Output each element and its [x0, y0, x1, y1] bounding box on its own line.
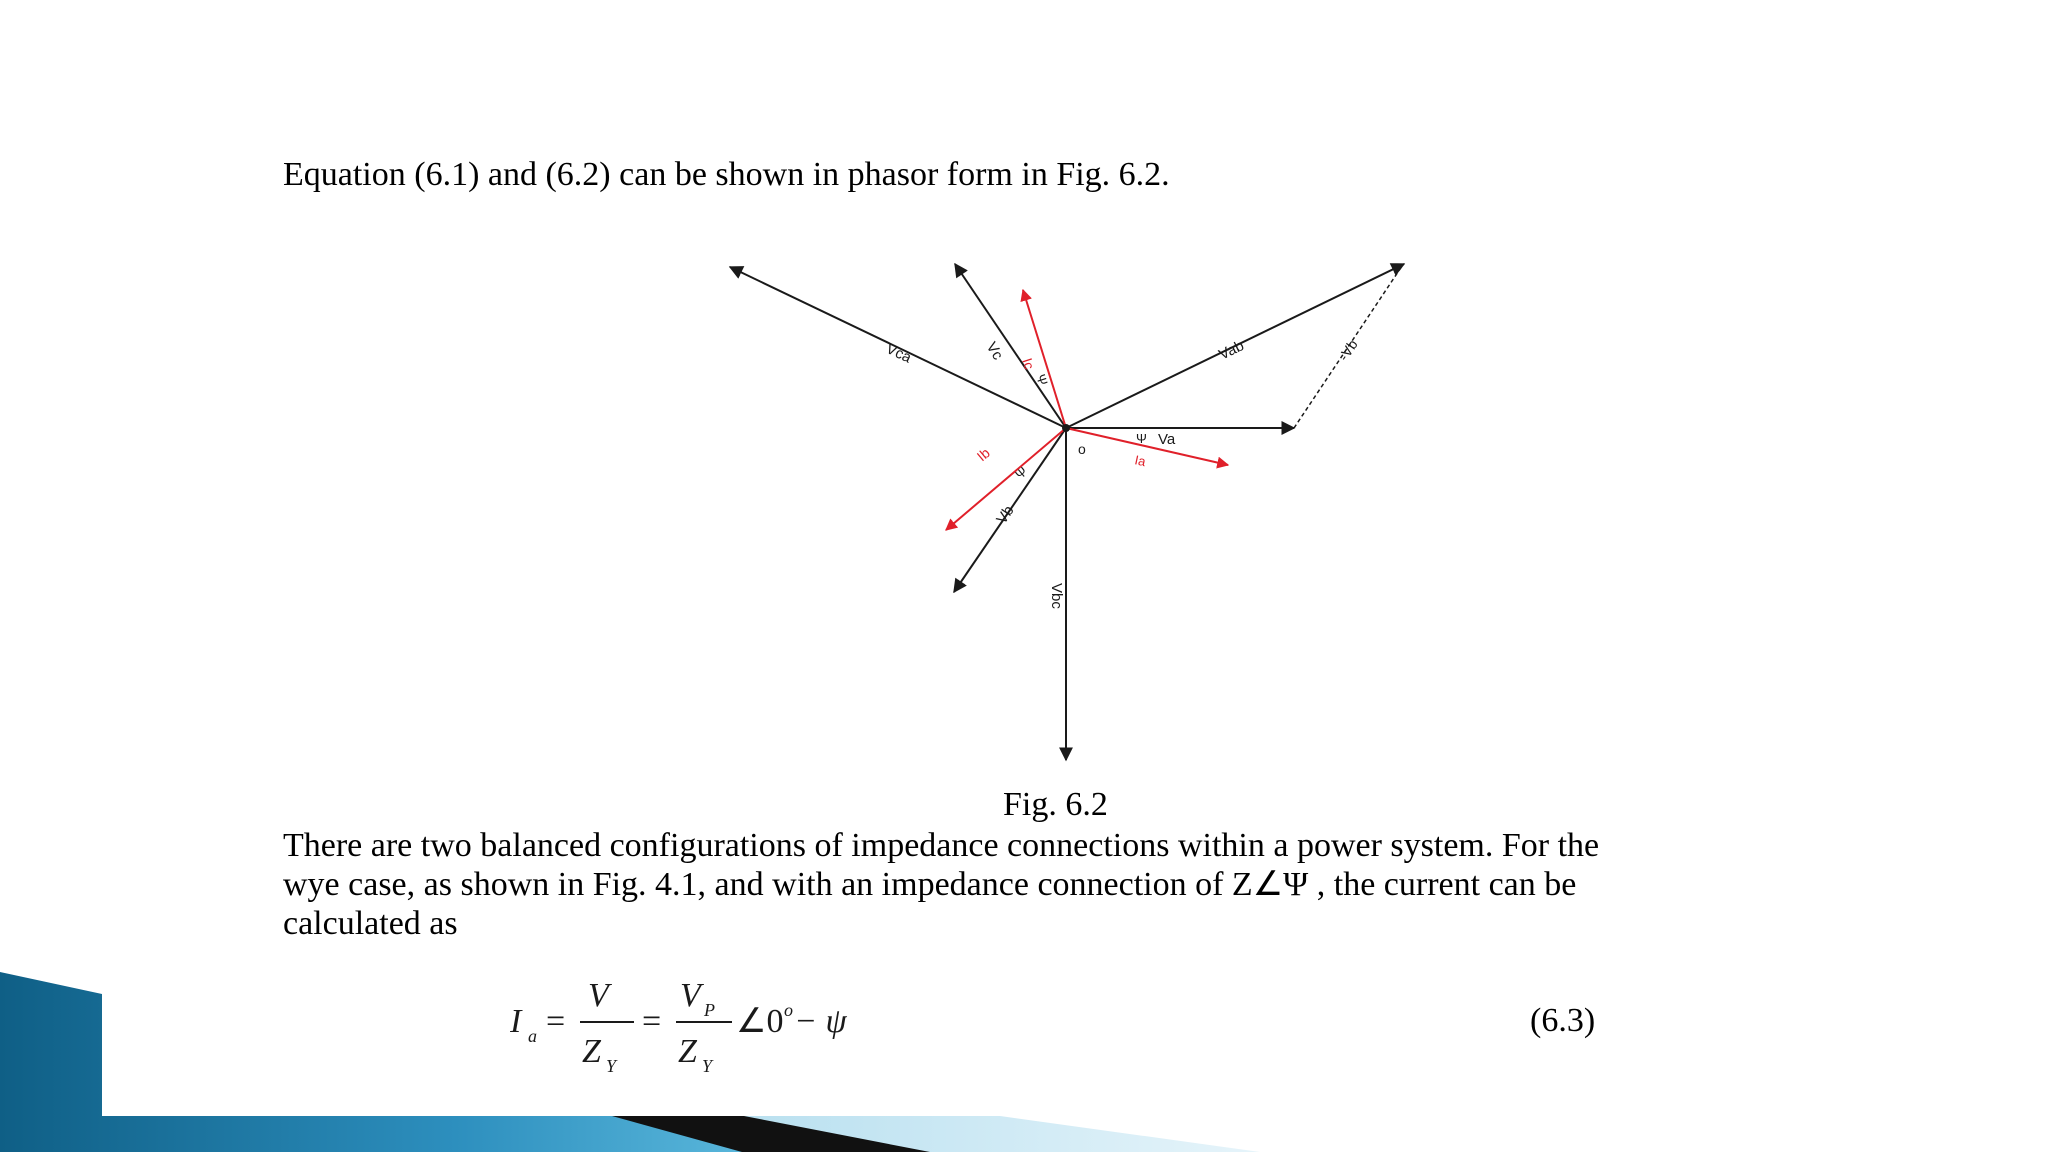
psi-c-label: Ψ [1033, 372, 1051, 388]
vc-label: Vc [982, 339, 1007, 363]
eq-den-1: Z [582, 1033, 601, 1070]
ib-label: Ib [973, 444, 993, 465]
va-label: Va [1158, 431, 1176, 448]
vc-phasor [955, 264, 1066, 428]
vca-label: Vca [883, 340, 914, 367]
eq-angle: ∠0 [736, 1003, 784, 1040]
body-paragraph [283, 826, 1863, 943]
phasor-diagram [680, 240, 1440, 780]
vb-label: Vb [993, 502, 1018, 528]
psi-a-label: Ψ [1136, 431, 1147, 446]
eq-den-1-sub: Y [606, 1056, 617, 1076]
eq-minus-psi: − ψ [794, 1003, 847, 1040]
eq-den-2-sub: Y [702, 1056, 713, 1076]
eq-degree: o [784, 1000, 793, 1020]
ic-label: Ic [1019, 355, 1038, 372]
eq-lhs-sub: a [528, 1026, 537, 1046]
eq-num-2: V [680, 977, 701, 1014]
psi-b-label: Ψ [1012, 463, 1031, 483]
ia-phasor [1066, 428, 1228, 465]
eq-lhs: I [510, 1003, 522, 1040]
vbc-label: Vbc [1048, 583, 1065, 609]
eq-num-2-sub: P [704, 1000, 715, 1020]
vab-label: Vab [1216, 337, 1247, 364]
slide-decoration [0, 960, 2048, 1152]
origin-point [1062, 424, 1070, 432]
equation-number: (6.3) [1530, 1002, 1596, 1039]
paragraph-line-3: calculated as [283, 905, 458, 942]
ia-label: Ia [1133, 452, 1148, 470]
eq-den-2: Z [678, 1033, 697, 1070]
intro-text: Equation (6.1) and (6.2) can be shown in phasor form in Fig. 6.2. [283, 156, 1170, 193]
neg-vb-label: -Vb [1335, 336, 1361, 364]
eq-num-1: V [588, 977, 609, 1014]
paragraph-line-2: wye case, as shown in Fig. 4.1, and with an impedance connection of Z∠Ψ , the current can be [283, 866, 1577, 903]
eq-equals-2: = [642, 1003, 662, 1040]
figure-caption: Fig. 6.2 [1003, 786, 1108, 823]
origin-label: o [1078, 441, 1086, 457]
eq-equals-1: = [546, 1003, 566, 1040]
paragraph-line-1: There are two balanced configurations of impedance connections within a power system. For the [283, 827, 1600, 864]
